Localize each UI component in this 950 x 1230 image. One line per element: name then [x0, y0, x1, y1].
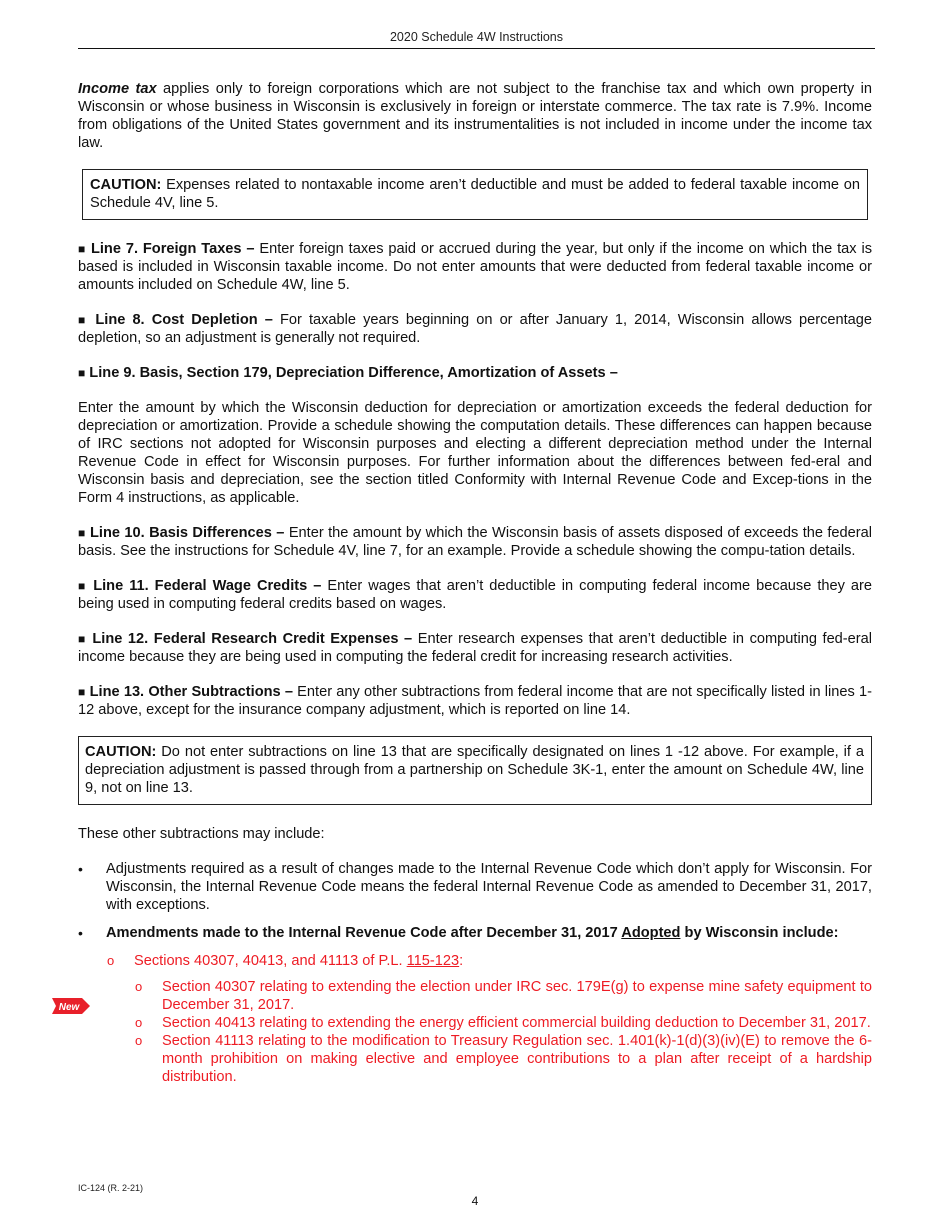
- square-bullet-icon: ■: [78, 579, 88, 593]
- document-body: [78, 80, 872, 1086]
- line-11-heading: Line 11. Federal Wage Credits –: [87, 578, 322, 594]
- new-sections-sublist: [78, 978, 872, 1086]
- intro-lead: Income tax: [78, 81, 157, 97]
- line-8-heading: Line 8. Cost Depletion –: [88, 312, 273, 328]
- line-7-heading: Line 7. Foreign Taxes –: [86, 241, 255, 257]
- list-item: • Amendments made to the Internal Revenue Code after December 31, 2017 Adopted by Wisconsin include:: [78, 924, 872, 942]
- line-9-heading-paragraph: [78, 364, 872, 382]
- line-9-paragraph: Enter the amount by which the Wisconsin deduction for depreciation or amortization exceeds the federal deduction for depreciation or amortization. Provide a schedule showing the computation details. These differences can happen because of IRC sections not adopted for Wisconsin purposes and electing a different depreciation method under the Internal Revenue Code in effect for Wisconsin purposes. For further information about the differences between fed-eral and Wisconsin basis and depreciation, see the section titled Conformity with Internal Revenue Code and Excep-tions in the Form 4 instructions, as applicable.: [78, 400, 872, 506]
- line-10-heading: Line 10. Basis Differences –: [85, 525, 285, 541]
- circle-bullet-icon: o: [135, 1033, 143, 1048]
- circle-bullet-icon: o: [135, 979, 143, 994]
- line-7-text: Enter foreign taxes paid or accrued during the year, but only if the income on which the tax is based is included in Wisconsin taxable income. Do not enter amounts that were deducted from federal taxable income or amounts included on Schedule 4W, line 5.: [78, 241, 872, 293]
- subtractions-intro: These other subtractions may include:: [78, 826, 325, 842]
- pl-115-123-link[interactable]: 115-123: [406, 953, 460, 969]
- page-number: 4: [471, 1194, 479, 1208]
- square-bullet-icon: ■: [78, 313, 89, 327]
- caution-box-1: [82, 169, 868, 220]
- list-item: o Section 40413 relating to extending the energy efficient commercial building deduction to December 31, 2017.: [135, 1015, 871, 1031]
- subtractions-list: [78, 860, 872, 942]
- caution-label: CAUTION:: [90, 177, 162, 193]
- adopted-underlined: Adopted: [621, 925, 681, 941]
- new-sections-item: o Sections 40307, 40413, and 41113 of P.L. 115-123: o Section 40307 relating to extending the election under IRC sec. 179E(g) to expense mine safety equipment to December 31, 2017. o Section 40413 relating to extending the energy efficient commercial building deduction to December 31, 2017. o Section 41113 relating to the modification to Treasury Regulation sec. 1.401(k)-1(d)(3)(iv)(E) to remove the 6-month prohibition on making elective and employee contributions to a plan after receipt of a hardship distribution.: [78, 952, 872, 1086]
- form-id: IC-124 (R. 2-21): [78, 1183, 144, 1193]
- list-item: o Section 40307 relating to extending the election under IRC sec. 179E(g) to expense mine safety equipment to December 31, 2017.: [135, 979, 872, 1013]
- square-bullet-icon: ■: [78, 632, 87, 646]
- line-9-heading: Line 9. Basis, Section 179, Depreciation Difference, Amortization of Assets –: [85, 365, 618, 381]
- header-title: 2020 Schedule 4W Instructions: [389, 30, 564, 44]
- caution-box-2: [78, 736, 872, 805]
- line-8-paragraph: [78, 311, 872, 347]
- intro-text: applies only to foreign corporations which are not subject to the franchise tax and which own property in Wisconsin or whose business in Wisconsin is exclusively in foreign or interstate commerce. The tax rate is 7.9%. Income from obligations of the United States government and its instrumentalities is not included in income under the income tax law.: [78, 81, 872, 151]
- square-bullet-icon: ■: [78, 366, 86, 380]
- caution-text: Expenses related to nontaxable income aren’t deductible and must be added to federal taxable income on Schedule 4V, line 5.: [90, 177, 860, 211]
- line-12-heading: Line 12. Federal Research Credit Expenses –: [86, 631, 413, 647]
- new-badge-label: New: [58, 1002, 80, 1013]
- circle-bullet-icon: o: [107, 953, 115, 968]
- new-badge-icon: [52, 998, 90, 1014]
- page-header: [78, 30, 875, 49]
- square-bullet-icon: ■: [78, 685, 86, 699]
- square-bullet-icon: ■: [78, 526, 86, 540]
- line-12-text: Enter research expenses that aren’t deductible in computing fed-eral income because they are being used in computing the federal credit for increasing research activities.: [78, 631, 872, 665]
- line-10-paragraph: [78, 524, 872, 560]
- line-7-paragraph: [78, 240, 872, 294]
- line-11-paragraph: [78, 577, 872, 613]
- line-13-heading: Line 13. Other Subtractions –: [85, 684, 293, 700]
- list-item: • Adjustments required as a result of changes made to the Internal Revenue Code which don’t apply for Wisconsin. For Wisconsin, the Internal Revenue Code means the federal Internal Revenue Code as amended to December 31, 2017, with exceptions.: [78, 860, 872, 914]
- intro-paragraph: [78, 80, 872, 152]
- list-item: o Section 41113 relating to the modification to Treasury Regulation sec. 1.401(k)-1(d)(3)(iv)(E) to remove the 6-month prohibition on making elective and employee contributions to a plan after receipt of a hardship distribution.: [135, 1033, 872, 1085]
- circle-bullet-icon: o: [135, 1015, 143, 1030]
- caution-text: Do not enter subtractions on line 13 that are specifically designated on lines 1 -12 above. For example, if a depreciation adjustment is passed through from a partnership on Schedule 3K-1, enter the amount on Schedule 4W, line 9, not on line 13.: [85, 744, 864, 796]
- line-13-text: Enter any other subtractions from federal income that are not specifically listed in lines 1-12 above, except for the insurance company adjustment, which is reported on line 14.: [78, 684, 872, 718]
- line-8-text: For taxable years beginning on or after January 1, 2014, Wisconsin allows percentage depletion, so an adjustment is generally not required.: [78, 312, 873, 346]
- line-12-paragraph: [78, 630, 872, 666]
- line-10-text: Enter the amount by which the Wisconsin basis of assets disposed of exceeds the federal basis. See the instructions for Schedule 4V, line 7, for an example. Provide a schedule showing the compu-tation details.: [78, 525, 873, 559]
- square-bullet-icon: ■: [78, 242, 87, 256]
- caution-label: CAUTION:: [85, 744, 157, 760]
- line-13-paragraph: [78, 683, 872, 719]
- line-11-text: Enter wages that aren’t deductible in computing federal income because they are being used in computing federal credits based on wages.: [78, 578, 873, 612]
